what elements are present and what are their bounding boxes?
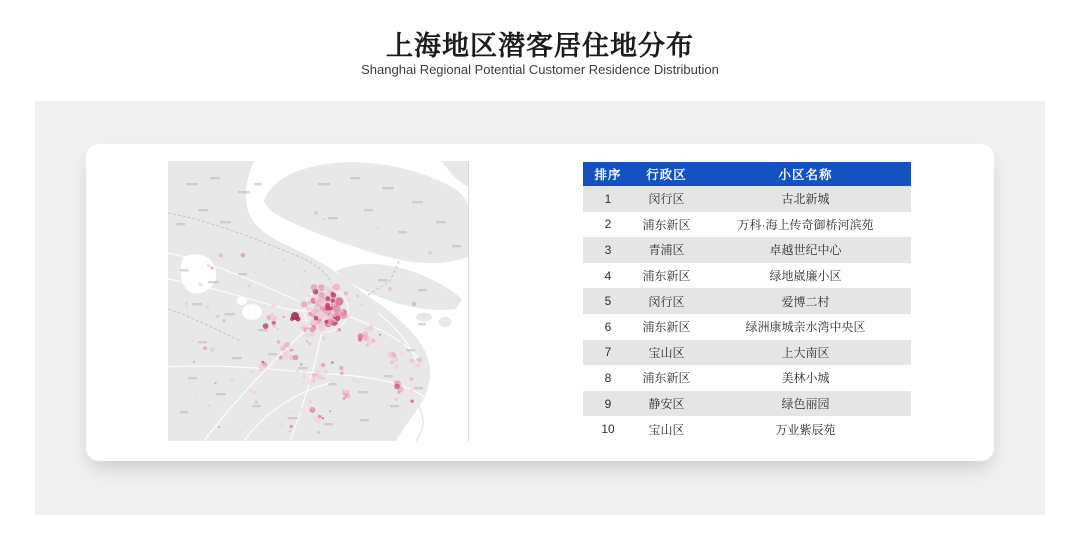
community-cell: 万科·海上传奇御桥河滨苑 [737, 217, 874, 232]
district-cell: 静安区 [648, 397, 685, 412]
community-cell: 爱博二村 [781, 294, 830, 309]
table-row [583, 340, 911, 366]
rank-cell: 3 [604, 242, 612, 257]
table-row [583, 212, 911, 238]
page-subtitle: Shanghai Regional Potential Customer Residence Distribution [361, 62, 719, 77]
district-cell: 浦东新区 [642, 320, 691, 335]
rank-cell: 7 [604, 345, 612, 360]
table-row [583, 416, 911, 442]
table-row [583, 288, 911, 314]
table-row [583, 237, 911, 263]
rank-cell: 9 [604, 396, 612, 411]
table-body [583, 186, 911, 442]
content-card [86, 144, 994, 461]
table-row [583, 365, 911, 391]
rank-cell: 10 [601, 422, 615, 437]
district-cell: 青浦区 [648, 243, 685, 258]
district-cell: 浦东新区 [642, 371, 691, 386]
table-header [583, 162, 911, 186]
table-header-row [583, 162, 911, 186]
community-cell: 绿色丽园 [781, 397, 830, 412]
column-header-0: 排序 [583, 162, 633, 186]
community-cell: 绿洲康城亲水湾中央区 [745, 320, 866, 335]
community-cell: 美林小城 [781, 371, 830, 386]
rank-cell: 2 [604, 217, 612, 232]
rank-cell: 4 [604, 268, 612, 283]
map-islet [416, 313, 432, 322]
ranking-table [583, 162, 911, 442]
table-row [583, 391, 911, 417]
shanghai-map [168, 161, 469, 441]
column-header-2: 小区名称 [700, 162, 911, 186]
district-cell: 闵行区 [648, 192, 685, 207]
rank-cell: 6 [604, 319, 612, 334]
table-row [583, 186, 911, 212]
table-row [583, 263, 911, 289]
map-islet [439, 317, 452, 327]
district-cell: 闵行区 [648, 294, 685, 309]
content-panel [35, 101, 1045, 515]
shanghai-map-image [168, 161, 468, 441]
district-cell: 宝山区 [648, 422, 685, 437]
map-lake [242, 304, 262, 320]
district-cell: 浦东新区 [642, 269, 691, 284]
table-row [583, 314, 911, 340]
ranking-table-element [583, 162, 911, 442]
district-cell: 浦东新区 [642, 217, 691, 232]
community-cell: 万业紫辰苑 [775, 422, 836, 437]
community-cell: 绿地崴廉小区 [769, 269, 842, 284]
rank-cell: 8 [604, 370, 612, 385]
community-cell: 古北新城 [781, 192, 830, 207]
column-header-1: 行政区 [633, 162, 700, 186]
page-title: 上海地区潜客居住地分布 [386, 31, 694, 61]
community-cell: 卓越世纪中心 [769, 243, 842, 258]
community-cell: 上大南区 [781, 345, 830, 360]
district-cell: 宝山区 [648, 345, 685, 360]
rank-cell: 5 [604, 294, 612, 309]
rank-cell: 1 [604, 191, 612, 206]
